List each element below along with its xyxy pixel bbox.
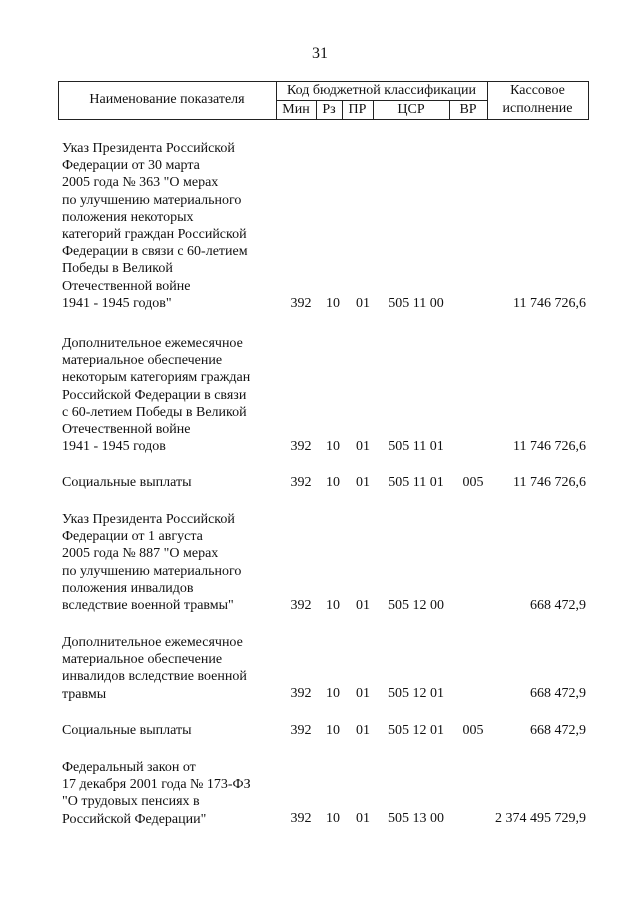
header-amount-line2: исполнение [502,101,573,116]
cell-csr: 505 11 01 [388,475,444,490]
header-col-rz: Рз [322,102,336,117]
row-name: Указ Президента Российской Федерации от 1 августа 2005 года № 887 "О мерах по улучшению материального положения инвалидов вследствие военной травмы" [62,512,242,614]
cell-csr: 505 12 01 [388,686,444,701]
row-name: Федеральный закон от 17 декабря 2001 года № 173-ФЗ "О трудовых пенсиях в Российской Федерации" [62,760,251,827]
cell-min: 392 [290,723,312,738]
row-name: Социальные выплаты [62,475,192,490]
cell-pr: 01 [356,475,370,490]
cell-pr: 01 [356,811,370,826]
cell-csr: 505 12 00 [388,598,444,613]
row-name: Социальные выплаты [62,723,192,738]
cell-rz: 10 [326,686,340,701]
header-col-pr: ПР [348,102,367,117]
header-amount-line1: Кассовое [510,83,565,98]
cell-vr: 005 [462,723,484,738]
header-top-border [58,81,588,82]
header-col-csr: ЦСР [397,102,425,117]
cell-rz: 10 [326,723,340,738]
cell-amount: 668 472,9 [530,686,586,701]
header-name-col: Наименование показателя [89,92,245,107]
cell-pr: 01 [356,686,370,701]
header-col-min: Мин [282,102,310,117]
cell-amount: 11 746 726,6 [513,439,586,454]
header-right-border [588,81,589,120]
header-bottom-border [58,119,588,120]
cell-amount: 668 472,9 [530,723,586,738]
code-group-divider [276,100,487,101]
cell-amount: 11 746 726,6 [513,475,586,490]
cell-rz: 10 [326,811,340,826]
cell-min: 392 [290,811,312,826]
cell-amount: 2 374 495 729,9 [495,811,586,826]
cell-min: 392 [290,475,312,490]
cell-amount: 668 472,9 [530,598,586,613]
cell-pr: 01 [356,723,370,738]
row-name: Дополнительное ежемесячное материальное обеспечение инвалидов вследствие военной травмы [62,635,247,702]
header-col-vr: ВР [459,102,477,117]
cell-min: 392 [290,296,312,311]
cell-min: 392 [290,686,312,701]
cell-pr: 01 [356,598,370,613]
cell-vr: 005 [462,475,484,490]
header-code-group: Код бюджетной классификации [287,83,476,98]
cell-csr: 505 12 01 [388,723,444,738]
cell-csr: 505 13 00 [388,811,444,826]
cell-rz: 10 [326,475,340,490]
cell-min: 392 [290,439,312,454]
cell-rz: 10 [326,598,340,613]
page-number: 31 [312,45,328,62]
cell-rz: 10 [326,439,340,454]
cell-rz: 10 [326,296,340,311]
cell-csr: 505 11 01 [388,439,444,454]
cell-amount: 11 746 726,6 [513,296,586,311]
cell-pr: 01 [356,296,370,311]
row-name: Указ Президента Российской Федерации от 30 марта 2005 года № 363 "О мерах по улучшению материального положения некоторых категорий граждан Российской Федерации в связи с 60-летием Победы в Великой Отечественной войне 1941 - 1945 годов" [62,141,248,311]
cell-pr: 01 [356,439,370,454]
cell-csr: 505 11 00 [388,296,444,311]
row-name: Дополнительное ежемесячное материальное обеспечение некоторым категориям граждан Российской Федерации в связи с 60-летием Победы в Великой Отечественной войне 1941 - 1945 годов [62,336,251,455]
cell-min: 392 [290,598,312,613]
